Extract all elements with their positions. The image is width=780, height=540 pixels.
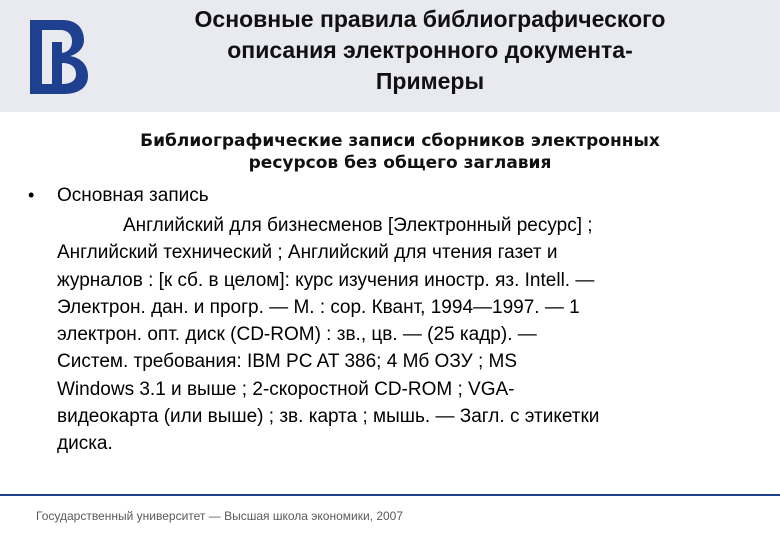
record-line: диска.: [57, 433, 113, 455]
footer-divider: [0, 494, 780, 496]
title-line-1: Основные правила библиографического: [194, 6, 666, 32]
section-subtitle: [60, 130, 740, 174]
subtitle-line-2: ресурсов без общего заглавия: [248, 153, 552, 173]
footer-text: Государственный университет — Высшая школа экономики, 2007: [36, 509, 404, 523]
record-line: электрон. опт. диск (CD-ROM) : зв., цв. — (25 кадр). —: [57, 324, 537, 346]
record-line: Английский технический ; Английский для чтения газет и: [57, 242, 558, 264]
record-line: журналов : [к сб. в целом]: курс изучения иностр. яз. Intell. —: [57, 269, 595, 291]
bullet-label: Основная запись: [57, 185, 209, 206]
record-line: Систем. требования: IBM PC AT 386; 4 Мб ОЗУ ; MS: [57, 351, 518, 373]
subtitle-line-1: Библиографические записи сборников электронных: [140, 131, 660, 151]
record-line: Windows 3.1 и выше ; 2-скоростной CD-ROM ; VGA-: [57, 378, 515, 400]
bibliographic-record: [57, 212, 747, 458]
title-line-2: описания электронного документа-: [227, 37, 633, 63]
record-line: видеокарта (или выше) ; зв. карта ; мышь. — Загл. с этикетки: [57, 406, 600, 428]
bullet-marker: •: [28, 185, 35, 205]
page-title: [110, 4, 750, 97]
record-line: Английский для бизнесменов [Электронный ресурс] ;: [123, 215, 593, 236]
record-line: Электрон. дан. и прогр. — М. : cop. Квант, 1994—1997. — 1: [57, 296, 580, 318]
title-line-3: Примеры: [375, 68, 485, 94]
hse-logo-icon: [22, 14, 94, 100]
